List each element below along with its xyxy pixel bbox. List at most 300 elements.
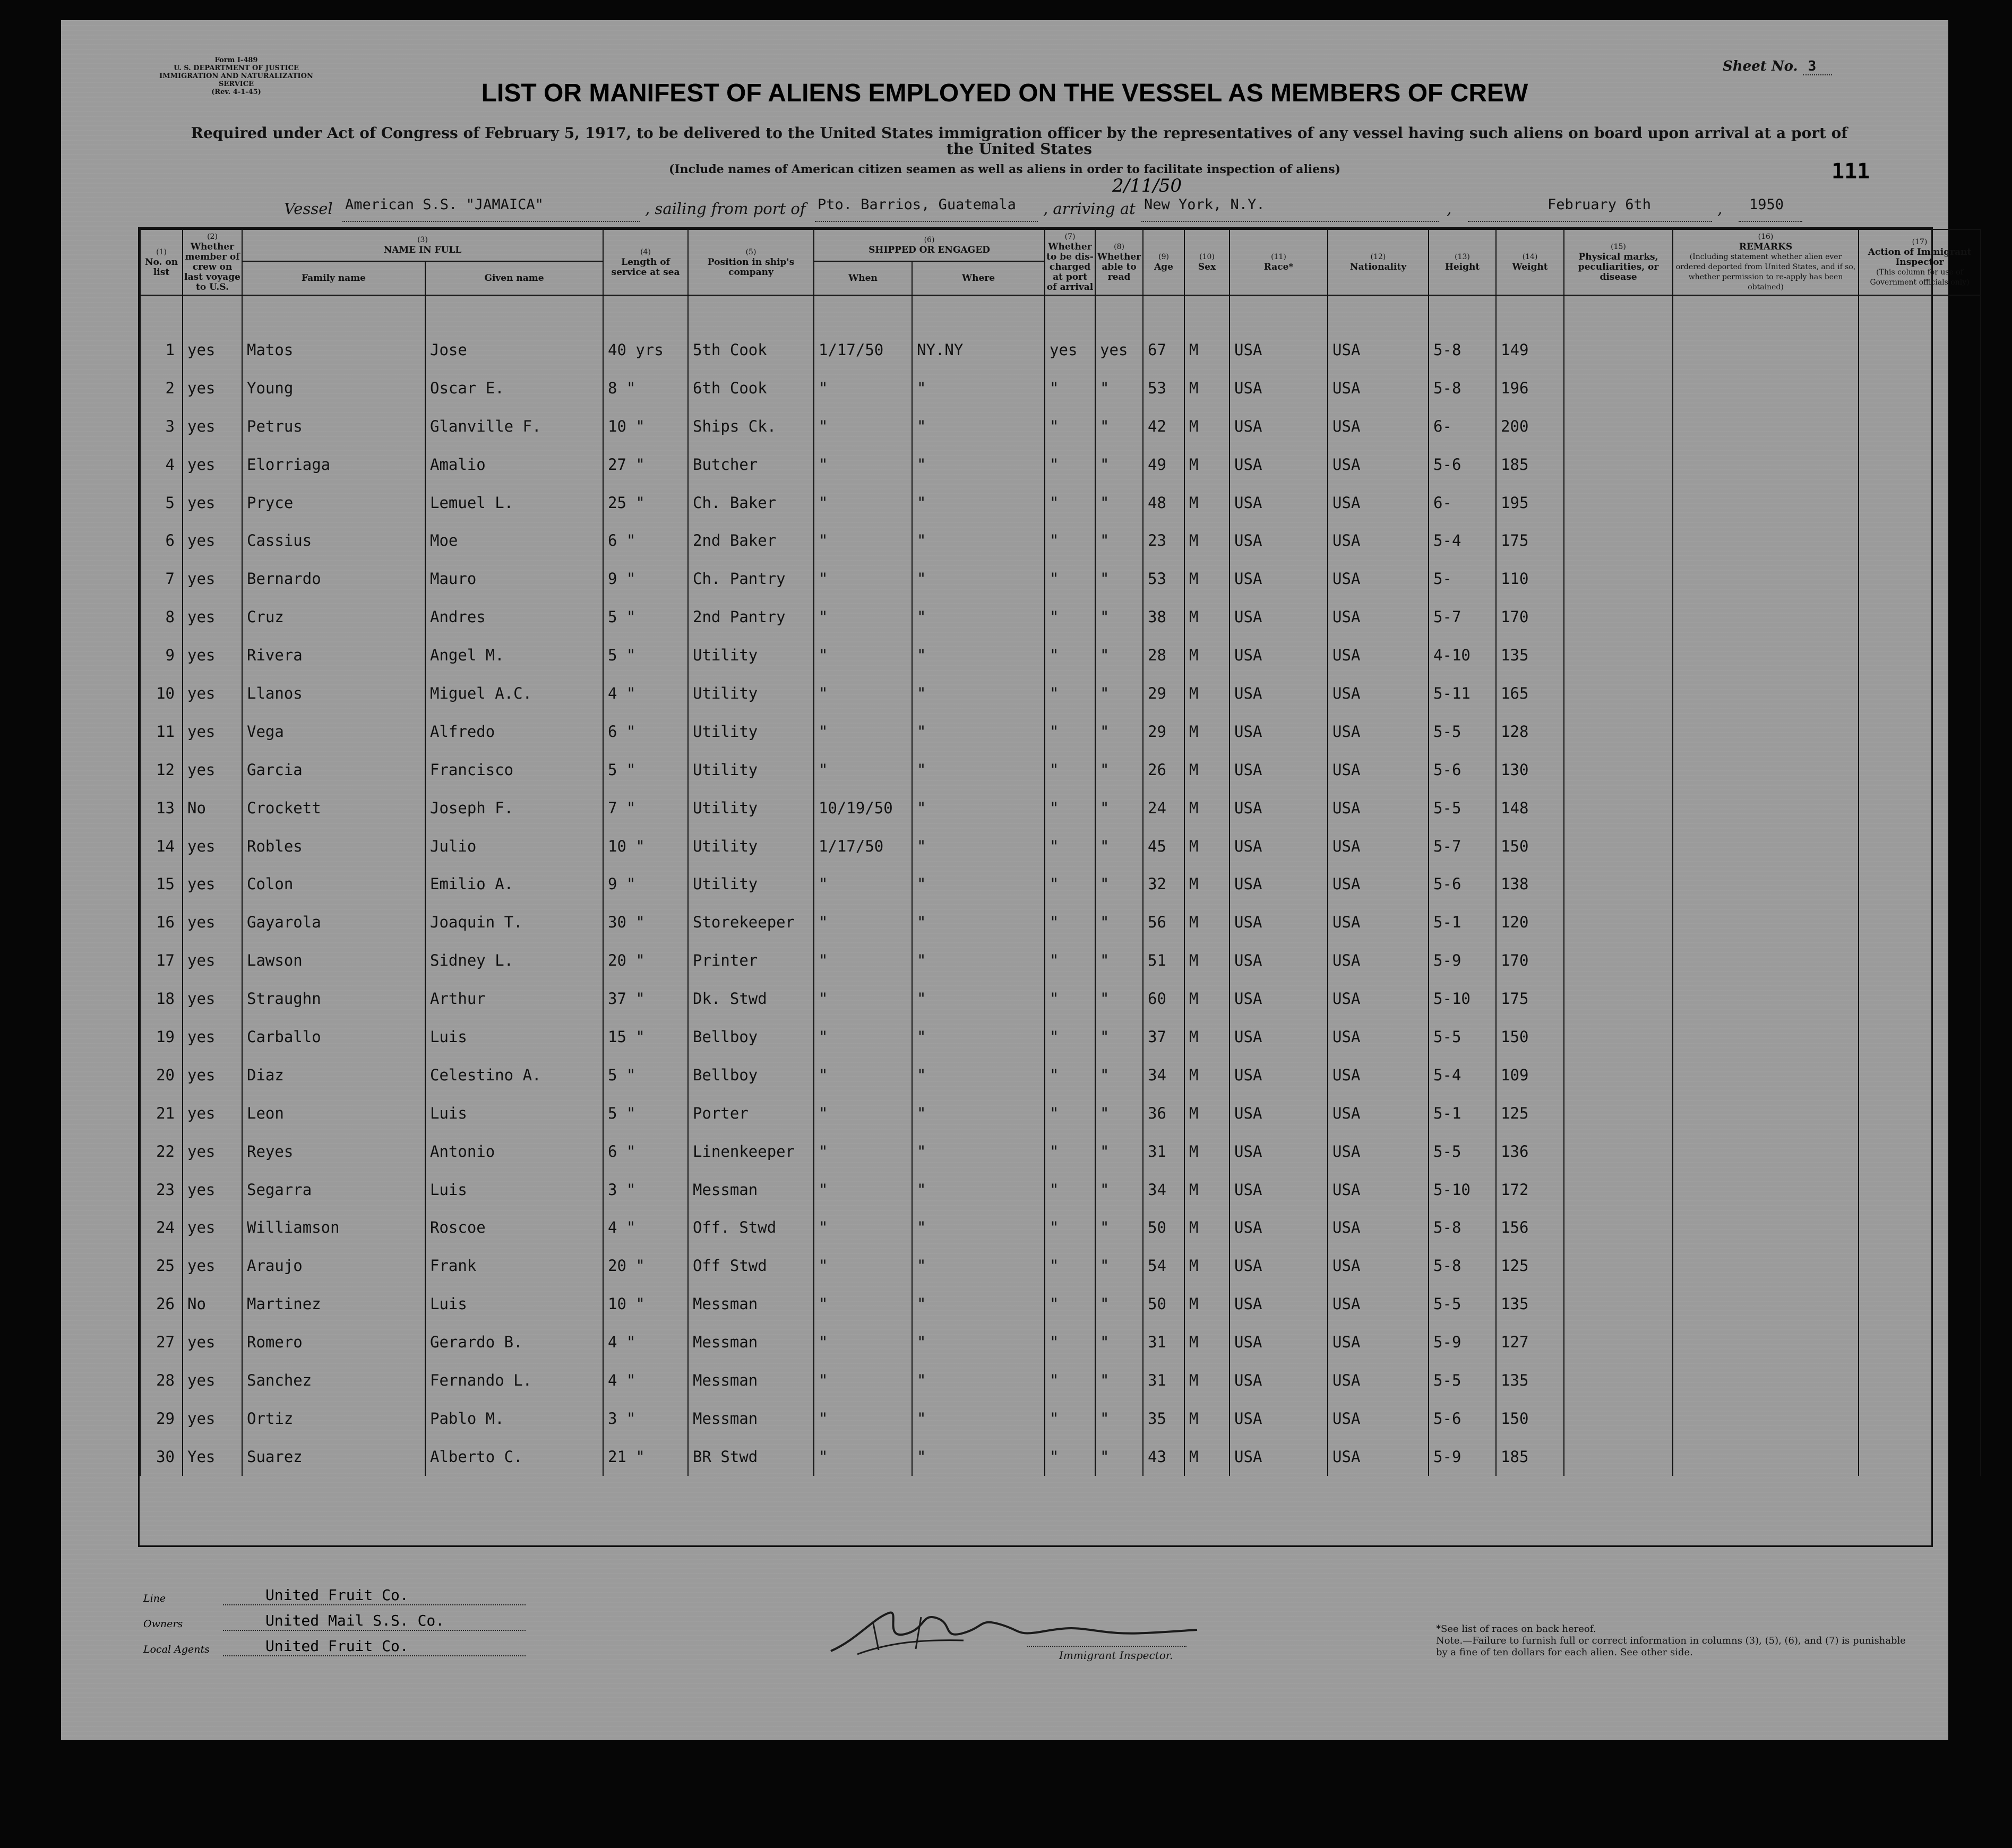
age-cell: 37 — [1143, 1018, 1184, 1056]
given-name-cell: Luis — [425, 1285, 603, 1323]
race-cell: USA — [1229, 1018, 1328, 1056]
length-of-service-cell: 10 " — [603, 1285, 688, 1323]
able-to-read-cell: " — [1095, 979, 1143, 1018]
shipped-when-cell: " — [814, 407, 912, 445]
physical-marks-cell — [1564, 1018, 1673, 1056]
length-of-service-cell: 3 " — [603, 1171, 688, 1209]
physical-marks-cell — [1564, 521, 1673, 560]
physical-marks-cell — [1564, 1208, 1673, 1247]
line-underline — [223, 1604, 526, 1605]
inspector-action-cell — [1859, 407, 1981, 445]
physical-marks-cell — [1564, 941, 1673, 979]
sex-cell: M — [1184, 369, 1229, 407]
inspector-action-cell — [1859, 521, 1981, 560]
shipped-where-cell: " — [912, 1399, 1045, 1438]
length-of-service-cell: 5 " — [603, 751, 688, 789]
shipped-where-cell: " — [912, 751, 1045, 789]
row-number-cell: 28 — [140, 1361, 183, 1399]
header-nationality — [1328, 229, 1429, 295]
race-cell: USA — [1229, 1399, 1328, 1438]
ship-position-cell: Messman — [688, 1399, 814, 1438]
member-last-voyage-cell: yes — [183, 1361, 242, 1399]
nationality-cell: USA — [1328, 636, 1429, 674]
ship-position-cell: Utility — [688, 636, 814, 674]
ship-position-cell: Butcher — [688, 445, 814, 484]
height-cell: 5- — [1429, 560, 1496, 598]
nationality-cell: USA — [1328, 369, 1429, 407]
to-be-discharged-cell: yes — [1045, 331, 1095, 369]
shipped-when-cell: " — [814, 598, 912, 636]
family-name-cell: Petrus — [242, 407, 425, 445]
col-note: (Including statement whether alien ever ordered deported from United States, and if so, whether permission to re-apply has been obtained) — [1675, 253, 1856, 291]
given-name-cell: Luis — [425, 1171, 603, 1209]
family-name-cell: Garcia — [242, 751, 425, 789]
to-be-discharged-cell: " — [1045, 598, 1095, 636]
to-be-discharged-cell: " — [1045, 1208, 1095, 1247]
sex-cell: M — [1184, 445, 1229, 484]
inspector-action-cell — [1859, 941, 1981, 979]
given-name-cell: Moe — [425, 521, 603, 560]
length-of-service-cell: 40 yrs — [603, 331, 688, 369]
row-number-cell: 7 — [140, 560, 183, 598]
length-of-service-cell: 4 " — [603, 1208, 688, 1247]
header-where: Where — [912, 261, 1045, 295]
remarks-cell — [1673, 903, 1859, 941]
race-cell: USA — [1229, 903, 1328, 941]
member-last-voyage-cell: yes — [183, 865, 242, 903]
race-cell: USA — [1229, 1132, 1328, 1171]
member-last-voyage-cell: yes — [183, 1171, 242, 1209]
family-name-cell: Araujo — [242, 1247, 425, 1285]
shipped-where-cell: " — [912, 941, 1045, 979]
col-title: Weight — [1512, 262, 1548, 272]
height-cell: 5-9 — [1429, 1438, 1496, 1476]
remarks-cell — [1673, 1132, 1859, 1171]
sex-cell: M — [1184, 674, 1229, 712]
col-number: (4) — [640, 247, 651, 256]
ship-position-cell: BR Stwd — [688, 1438, 814, 1476]
family-name-cell: Cruz — [242, 598, 425, 636]
row-number-cell: 29 — [140, 1399, 183, 1438]
given-name-cell: Antonio — [425, 1132, 603, 1171]
vessel-line — [284, 196, 1824, 226]
age-cell: 35 — [1143, 1399, 1184, 1438]
table-row — [140, 789, 1981, 827]
inspector-action-cell — [1859, 1208, 1981, 1247]
member-last-voyage-cell: yes — [183, 941, 242, 979]
shipped-where-cell: " — [912, 712, 1045, 751]
ship-position-cell: Messman — [688, 1323, 814, 1361]
age-cell: 45 — [1143, 827, 1184, 865]
shipped-where-cell: " — [912, 1132, 1045, 1171]
shipped-when-cell: 1/17/50 — [814, 827, 912, 865]
col-number: (12) — [1370, 253, 1386, 261]
family-name-cell: Pryce — [242, 484, 425, 522]
nationality-cell: USA — [1328, 1361, 1429, 1399]
age-cell: 24 — [1143, 789, 1184, 827]
page-stamp: 111 — [1832, 159, 1870, 184]
inspector-action-cell — [1859, 598, 1981, 636]
length-of-service-cell: 9 " — [603, 560, 688, 598]
to-be-discharged-cell: " — [1045, 827, 1095, 865]
page-subtitle: Required under Act of Congress of February 5, 1917, to be delivered to the United States immigration officer by the representatives of any vessel having such aliens on board upon arrival at a port of the United States — [191, 124, 1848, 158]
nationality-cell: USA — [1328, 1018, 1429, 1056]
nationality-cell: USA — [1328, 789, 1429, 827]
age-cell: 32 — [1143, 865, 1184, 903]
physical-marks-cell — [1564, 1056, 1673, 1094]
col-title: No. on list — [144, 256, 178, 278]
physical-marks-cell — [1564, 789, 1673, 827]
able-to-read-cell: " — [1095, 1171, 1143, 1209]
nationality-cell: USA — [1328, 712, 1429, 751]
col-number: (1) — [156, 247, 167, 256]
age-cell: 53 — [1143, 560, 1184, 598]
header-when: When — [814, 261, 912, 295]
age-cell: 56 — [1143, 903, 1184, 941]
family-name-cell: Straughn — [242, 979, 425, 1018]
col-number: (14) — [1522, 253, 1538, 261]
remarks-cell — [1673, 1438, 1859, 1476]
ship-position-cell: Printer — [688, 941, 814, 979]
physical-marks-cell — [1564, 445, 1673, 484]
given-name-cell: Jose — [425, 331, 603, 369]
given-name-cell: Mauro — [425, 560, 603, 598]
member-last-voyage-cell: yes — [183, 331, 242, 369]
table-spacer-row — [140, 295, 1981, 331]
given-name-cell: Fernando L. — [425, 1361, 603, 1399]
length-of-service-cell: 6 " — [603, 521, 688, 560]
able-to-read-cell: " — [1095, 865, 1143, 903]
ship-position-cell: Utility — [688, 789, 814, 827]
ship-position-cell: Ch. Baker — [688, 484, 814, 522]
shipped-when-cell: " — [814, 560, 912, 598]
row-number-cell: 10 — [140, 674, 183, 712]
length-of-service-cell: 5 " — [603, 1094, 688, 1132]
length-of-service-cell: 27 " — [603, 445, 688, 484]
header-physical-marks — [1564, 229, 1673, 295]
nationality-cell: USA — [1328, 331, 1429, 369]
table-row — [140, 1094, 1981, 1132]
crew-table-body — [140, 295, 1981, 1476]
to-be-discharged-cell: " — [1045, 903, 1095, 941]
nationality-cell: USA — [1328, 560, 1429, 598]
race-cell: USA — [1229, 751, 1328, 789]
race-cell: USA — [1229, 331, 1328, 369]
row-number-cell: 27 — [140, 1323, 183, 1361]
member-last-voyage-cell: yes — [183, 674, 242, 712]
shipped-when-cell: " — [814, 1132, 912, 1171]
physical-marks-cell — [1564, 1399, 1673, 1438]
remarks-cell — [1673, 1323, 1859, 1361]
weight-cell: 127 — [1496, 1323, 1564, 1361]
weight-cell: 128 — [1496, 712, 1564, 751]
shipped-when-cell: 1/17/50 — [814, 331, 912, 369]
given-name-cell: Celestino A. — [425, 1056, 603, 1094]
col-title: Age — [1154, 262, 1173, 272]
length-of-service-cell: 6 " — [603, 1132, 688, 1171]
table-row — [140, 445, 1981, 484]
able-to-read-cell: " — [1095, 1247, 1143, 1285]
row-number-cell: 21 — [140, 1094, 183, 1132]
race-cell: USA — [1229, 1323, 1328, 1361]
length-of-service-cell: 10 " — [603, 827, 688, 865]
sex-cell: M — [1184, 712, 1229, 751]
height-cell: 5-5 — [1429, 1132, 1496, 1171]
ship-position-cell: 6th Cook — [688, 369, 814, 407]
age-cell: 29 — [1143, 674, 1184, 712]
penalty-note: Note.—Failure to furnish full or correct information in columns (3), (5), (6), and (7) is punishable by a fine of ten dollars for each alien. See other side. — [1436, 1635, 1906, 1658]
handwritten-date: 2/11/50 — [1112, 175, 1182, 196]
height-cell: 5-5 — [1429, 712, 1496, 751]
able-to-read-cell: " — [1095, 903, 1143, 941]
able-to-read-cell: " — [1095, 1132, 1143, 1171]
inspector-action-cell — [1859, 979, 1981, 1018]
nationality-cell: USA — [1328, 445, 1429, 484]
remarks-cell — [1673, 636, 1859, 674]
nationality-cell: USA — [1328, 1132, 1429, 1171]
weight-cell: 156 — [1496, 1208, 1564, 1247]
row-number-cell: 23 — [140, 1171, 183, 1209]
col-title: Whether to be dis-charged at port of arrival — [1046, 242, 1094, 293]
given-name-cell: Joseph F. — [425, 789, 603, 827]
length-of-service-cell: 20 " — [603, 941, 688, 979]
length-of-service-cell: 9 " — [603, 865, 688, 903]
remarks-cell — [1673, 751, 1859, 789]
table-row — [140, 560, 1981, 598]
table-row — [140, 674, 1981, 712]
member-last-voyage-cell: yes — [183, 1323, 242, 1361]
ship-position-cell: Utility — [688, 674, 814, 712]
weight-cell: 185 — [1496, 445, 1564, 484]
weight-cell: 148 — [1496, 789, 1564, 827]
vessel-underline — [342, 221, 640, 222]
able-to-read-cell: " — [1095, 1018, 1143, 1056]
weight-cell: 170 — [1496, 598, 1564, 636]
sex-cell: M — [1184, 751, 1229, 789]
physical-marks-cell — [1564, 1247, 1673, 1285]
remarks-cell — [1673, 445, 1859, 484]
height-cell: 6- — [1429, 407, 1496, 445]
sex-cell: M — [1184, 979, 1229, 1018]
family-name-cell: Leon — [242, 1094, 425, 1132]
col-title: SHIPPED OR ENGAGED — [869, 245, 990, 255]
ship-position-cell: Utility — [688, 751, 814, 789]
row-number-cell: 14 — [140, 827, 183, 865]
header-position — [688, 229, 814, 295]
table-row — [140, 484, 1981, 522]
able-to-read-cell: " — [1095, 789, 1143, 827]
row-number-cell: 17 — [140, 941, 183, 979]
physical-marks-cell — [1564, 331, 1673, 369]
able-to-read-cell: " — [1095, 674, 1143, 712]
to-be-discharged-cell: " — [1045, 789, 1095, 827]
age-cell: 34 — [1143, 1171, 1184, 1209]
family-name-cell: Llanos — [242, 674, 425, 712]
physical-marks-cell — [1564, 1171, 1673, 1209]
shipped-when-cell: 10/19/50 — [814, 789, 912, 827]
weight-cell: 125 — [1496, 1094, 1564, 1132]
header-remarks — [1673, 229, 1859, 295]
col-number: (5) — [745, 247, 756, 256]
shipped-when-cell: " — [814, 521, 912, 560]
table-row — [140, 598, 1981, 636]
shipped-when-cell: " — [814, 979, 912, 1018]
weight-cell: 172 — [1496, 1171, 1564, 1209]
physical-marks-cell — [1564, 674, 1673, 712]
race-cell: USA — [1229, 1285, 1328, 1323]
race-cell: USA — [1229, 1171, 1328, 1209]
inspector-action-cell — [1859, 1438, 1981, 1476]
height-cell: 5-10 — [1429, 1171, 1496, 1209]
col-number: (16) — [1758, 233, 1774, 241]
shipped-when-cell: " — [814, 1361, 912, 1399]
race-cell: USA — [1229, 827, 1328, 865]
header-given-name: Given name — [425, 261, 603, 295]
to-be-discharged-cell: " — [1045, 484, 1095, 522]
table-row — [140, 827, 1981, 865]
row-number-cell: 5 — [140, 484, 183, 522]
weight-cell: 135 — [1496, 1361, 1564, 1399]
member-last-voyage-cell: yes — [183, 1018, 242, 1056]
table-row — [140, 1208, 1981, 1247]
col-number: (7) — [1064, 233, 1076, 241]
table-row — [140, 407, 1981, 445]
physical-marks-cell — [1564, 484, 1673, 522]
shipped-where-cell: " — [912, 369, 1045, 407]
family-name-cell: Segarra — [242, 1171, 425, 1209]
weight-cell: 170 — [1496, 941, 1564, 979]
table-row — [140, 903, 1981, 941]
col-title: Race* — [1263, 262, 1294, 272]
year-underline — [1739, 221, 1802, 222]
nationality-cell: USA — [1328, 598, 1429, 636]
sex-cell: M — [1184, 484, 1229, 522]
height-cell: 5-5 — [1429, 1018, 1496, 1056]
given-name-cell: Julio — [425, 827, 603, 865]
physical-marks-cell — [1564, 827, 1673, 865]
to-be-discharged-cell: " — [1045, 865, 1095, 903]
age-cell: 34 — [1143, 1056, 1184, 1094]
weight-cell: 196 — [1496, 369, 1564, 407]
ship-position-cell: Ch. Pantry — [688, 560, 814, 598]
inspector-action-cell — [1859, 636, 1981, 674]
able-to-read-cell: " — [1095, 1399, 1143, 1438]
length-of-service-cell: 15 " — [603, 1018, 688, 1056]
to-be-discharged-cell: " — [1045, 1056, 1095, 1094]
length-of-service-cell: 6 " — [603, 712, 688, 751]
race-cell: USA — [1229, 598, 1328, 636]
col-number: (15) — [1611, 243, 1626, 251]
remarks-cell — [1673, 712, 1859, 751]
height-cell: 5-5 — [1429, 789, 1496, 827]
shipped-where-cell: " — [912, 484, 1045, 522]
to-be-discharged-cell: " — [1045, 521, 1095, 560]
race-cell: USA — [1229, 1094, 1328, 1132]
col-title: Whether able to read — [1097, 252, 1141, 282]
physical-marks-cell — [1564, 903, 1673, 941]
shipped-where-cell: " — [912, 1361, 1045, 1399]
table-row — [140, 979, 1981, 1018]
sex-cell: M — [1184, 789, 1229, 827]
given-name-cell: Glanville F. — [425, 407, 603, 445]
row-number-cell: 6 — [140, 521, 183, 560]
physical-marks-cell — [1564, 865, 1673, 903]
race-cell: USA — [1229, 1247, 1328, 1285]
header-length-service — [603, 229, 688, 295]
family-name-cell: Colon — [242, 865, 425, 903]
sex-cell: M — [1184, 1171, 1229, 1209]
arrival-date-value: February 6th — [1547, 196, 1652, 213]
shipped-when-cell: " — [814, 1323, 912, 1361]
weight-cell: 135 — [1496, 636, 1564, 674]
height-cell: 5-8 — [1429, 369, 1496, 407]
arriving-port-value: New York, N.Y. — [1144, 196, 1265, 213]
height-cell: 5-8 — [1429, 331, 1496, 369]
shipped-where-cell: " — [912, 1056, 1045, 1094]
sex-cell: M — [1184, 1018, 1229, 1056]
arriving-underline — [1141, 221, 1439, 222]
able-to-read-cell: " — [1095, 1323, 1143, 1361]
ship-position-cell: Utility — [688, 712, 814, 751]
table-row — [140, 1285, 1981, 1323]
age-cell: 48 — [1143, 484, 1184, 522]
inspector-action-cell — [1859, 1399, 1981, 1438]
member-last-voyage-cell: yes — [183, 1399, 242, 1438]
physical-marks-cell — [1564, 636, 1673, 674]
race-cell: USA — [1229, 407, 1328, 445]
family-name-cell: Romero — [242, 1323, 425, 1361]
col-number: (6) — [924, 236, 935, 244]
nationality-cell: USA — [1328, 751, 1429, 789]
shipped-where-cell: " — [912, 827, 1045, 865]
age-cell: 31 — [1143, 1323, 1184, 1361]
row-number-cell: 18 — [140, 979, 183, 1018]
shipped-when-cell: " — [814, 1438, 912, 1476]
col-number: (13) — [1455, 253, 1470, 261]
family-name-cell: Young — [242, 369, 425, 407]
member-last-voyage-cell: yes — [183, 521, 242, 560]
given-name-cell: Luis — [425, 1018, 603, 1056]
header-age — [1143, 229, 1184, 295]
race-cell: USA — [1229, 521, 1328, 560]
footer-note — [1436, 1623, 1914, 1658]
sex-cell: M — [1184, 636, 1229, 674]
header-whether-member — [183, 229, 242, 295]
row-number-cell: 9 — [140, 636, 183, 674]
age-cell: 49 — [1143, 445, 1184, 484]
to-be-discharged-cell: " — [1045, 1323, 1095, 1361]
sex-cell: M — [1184, 1323, 1229, 1361]
col-number: (11) — [1271, 253, 1286, 261]
length-of-service-cell: 7 " — [603, 789, 688, 827]
signature-line — [1027, 1646, 1186, 1647]
inspector-action-cell — [1859, 331, 1981, 369]
remarks-cell — [1673, 1056, 1859, 1094]
given-name-cell: Oscar E. — [425, 369, 603, 407]
age-cell: 51 — [1143, 941, 1184, 979]
ship-position-cell: Off. Stwd — [688, 1208, 814, 1247]
family-name-cell: Rivera — [242, 636, 425, 674]
nationality-cell: USA — [1328, 903, 1429, 941]
sex-cell: M — [1184, 560, 1229, 598]
race-cell: USA — [1229, 484, 1328, 522]
given-name-cell: Andres — [425, 598, 603, 636]
weight-cell: 165 — [1496, 674, 1564, 712]
remarks-cell — [1673, 789, 1859, 827]
height-cell: 5-7 — [1429, 598, 1496, 636]
nationality-cell: USA — [1328, 979, 1429, 1018]
able-to-read-cell: " — [1095, 521, 1143, 560]
